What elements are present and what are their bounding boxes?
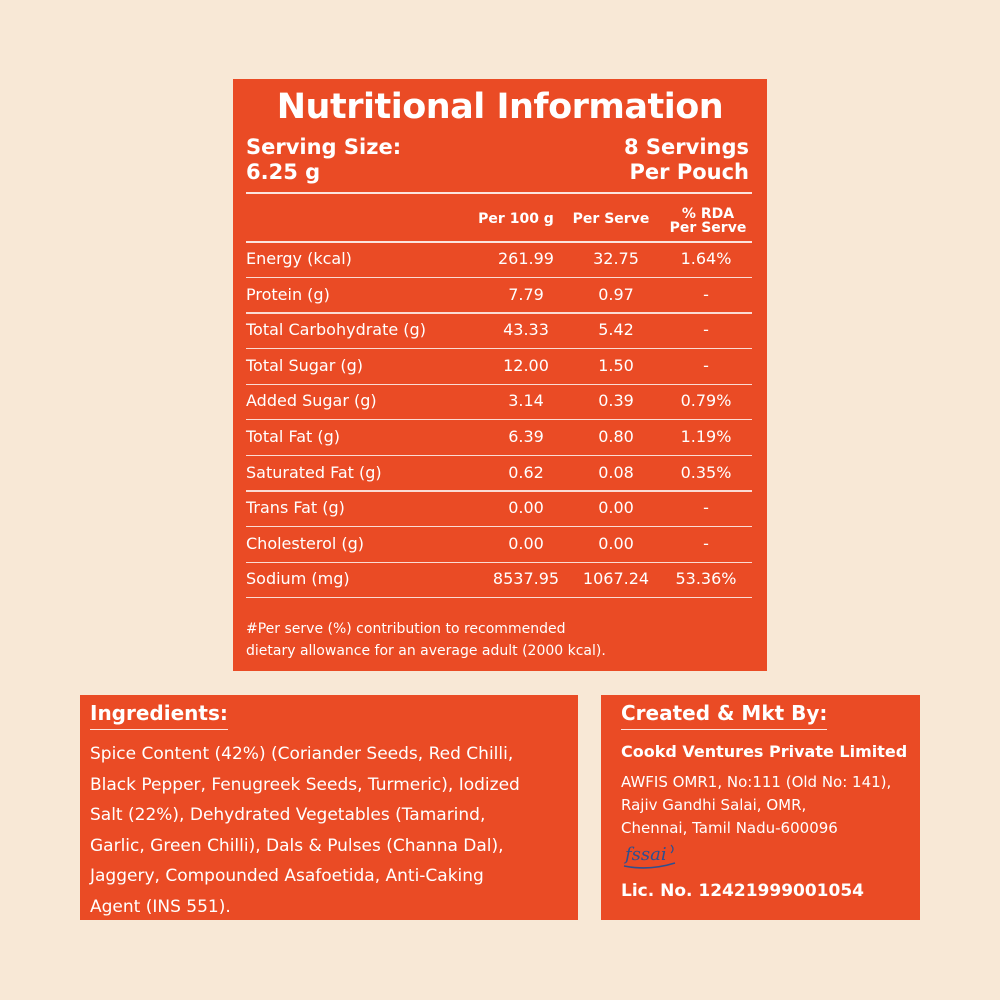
perserve-value: 1067.24 — [582, 569, 650, 589]
address-line: AWFIS OMR1, No:111 (Old No: 141), — [621, 773, 892, 791]
rda-value: - — [703, 284, 709, 304]
ingredients-line: Spice Content (42%) (Coriander Seeds, Red Chilli, — [90, 744, 514, 764]
per100-value: 12.00 — [503, 355, 549, 375]
nutrient-name: Sodium (mg) — [246, 569, 350, 589]
serving-size-value: 6.25 g — [246, 160, 321, 184]
servings-per-pouch — [624, 135, 749, 185]
rda-value: - — [703, 533, 709, 553]
per100-value: 6.39 — [508, 427, 544, 446]
address-line: Chennai, Tamil Nadu-600096 — [621, 819, 838, 837]
fssai-logo-icon — [621, 839, 679, 871]
nutrient-name: Added Sugar (g) — [246, 391, 377, 411]
perserve-value: 0.00 — [598, 533, 634, 553]
nutrient-name: Trans Fat (g) — [246, 498, 345, 518]
nutrition-panel — [233, 79, 767, 671]
table-row — [246, 384, 752, 420]
nutrient-name: Total Sugar (g) — [246, 355, 364, 375]
rda-line1: % RDA — [681, 206, 735, 222]
perserve-value: 32.75 — [593, 249, 639, 268]
servings-line2: Per Pouch — [629, 160, 749, 184]
table-row — [246, 456, 752, 492]
created-heading: Created & Mkt By: — [621, 701, 827, 730]
ingredients-line: Agent (INS 551). — [90, 896, 231, 917]
per100-value: 43.33 — [503, 320, 549, 340]
table-row — [246, 420, 752, 456]
row-divider — [246, 597, 752, 598]
nutrient-name: Cholesterol (g) — [246, 533, 365, 553]
nutrient-name: Total Fat (g) — [246, 427, 340, 446]
rda-value: - — [703, 498, 709, 518]
nutrient-name: Energy (kcal) — [246, 249, 352, 268]
perserve-value: 0.00 — [598, 498, 634, 518]
column-header-rda — [658, 207, 758, 235]
rda-value: 53.36% — [675, 569, 737, 589]
divider — [246, 192, 752, 194]
rda-value: 0.35% — [680, 462, 732, 482]
column-header-per100: Per 100 g — [478, 211, 554, 227]
ingredients-text — [90, 739, 568, 922]
nutrient-name: Total Carbohydrate (g) — [246, 320, 426, 340]
nutrient-name: Saturated Fat (g) — [246, 462, 382, 482]
rda-footnote — [246, 618, 746, 662]
license-number: Lic. No. 12421999001054 — [621, 881, 864, 901]
perserve-value: 0.80 — [598, 427, 634, 446]
nutrient-name: Protein (g) — [246, 284, 330, 304]
nutrition-title: Nutritional Information — [276, 87, 724, 127]
serving-size — [246, 135, 401, 185]
table-row — [246, 562, 752, 598]
per100-value: 0.00 — [508, 533, 544, 553]
rda-value: - — [703, 320, 709, 340]
ingredients-panel — [80, 695, 578, 920]
company-address — [621, 771, 911, 840]
manufacturer-panel — [601, 695, 920, 920]
table-row — [246, 491, 752, 527]
per100-value: 0.00 — [508, 498, 544, 518]
ingredients-line: Garlic, Green Chilli), Dals & Pulses (Channa Dal), — [90, 835, 504, 856]
ingredients-line: Jaggery, Compounded Asafoetida, Anti-Caking — [90, 866, 484, 886]
per100-value: 7.79 — [508, 284, 544, 304]
footnote-line2: dietary allowance for an average adult (2000 kcal). — [246, 643, 606, 659]
ingredients-line: Salt (22%), Dehydrated Vegetables (Tamarind, — [90, 805, 486, 825]
ingredients-line: Black Pepper, Fenugreek Seeds, Turmeric), Iodized — [90, 774, 520, 795]
rda-value: 1.64% — [680, 249, 732, 268]
rda-value: - — [703, 355, 709, 375]
per100-value: 0.62 — [508, 462, 544, 482]
rda-value: 0.79% — [680, 391, 732, 411]
perserve-value: 1.50 — [598, 355, 634, 375]
perserve-value: 0.39 — [598, 391, 634, 411]
serving-size-label: Serving Size: — [246, 135, 402, 159]
svg-text:fssai: fssai — [625, 844, 667, 865]
rda-line2: Per Serve — [669, 220, 747, 236]
servings-line1: 8 Servings — [623, 135, 749, 159]
table-row — [246, 242, 752, 278]
per100-value: 261.99 — [498, 249, 554, 268]
table-row — [246, 278, 752, 314]
table-row — [246, 527, 752, 563]
table-row — [246, 349, 752, 385]
address-line: Rajiv Gandhi Salai, OMR, — [621, 796, 807, 814]
perserve-value: 5.42 — [598, 320, 634, 340]
per100-value: 3.14 — [508, 391, 544, 411]
per100-value: 8537.95 — [492, 569, 560, 589]
perserve-value: 0.08 — [598, 462, 634, 482]
rda-value: 1.19% — [680, 427, 732, 446]
company-name: Cookd Ventures Private Limited — [621, 742, 908, 761]
column-header-perserve: Per Serve — [572, 211, 650, 227]
footnote-line1: #Per serve (%) contribution to recommended — [246, 621, 566, 637]
perserve-value: 0.97 — [598, 284, 634, 304]
table-row — [246, 313, 752, 349]
ingredients-heading: Ingredients: — [90, 701, 228, 730]
